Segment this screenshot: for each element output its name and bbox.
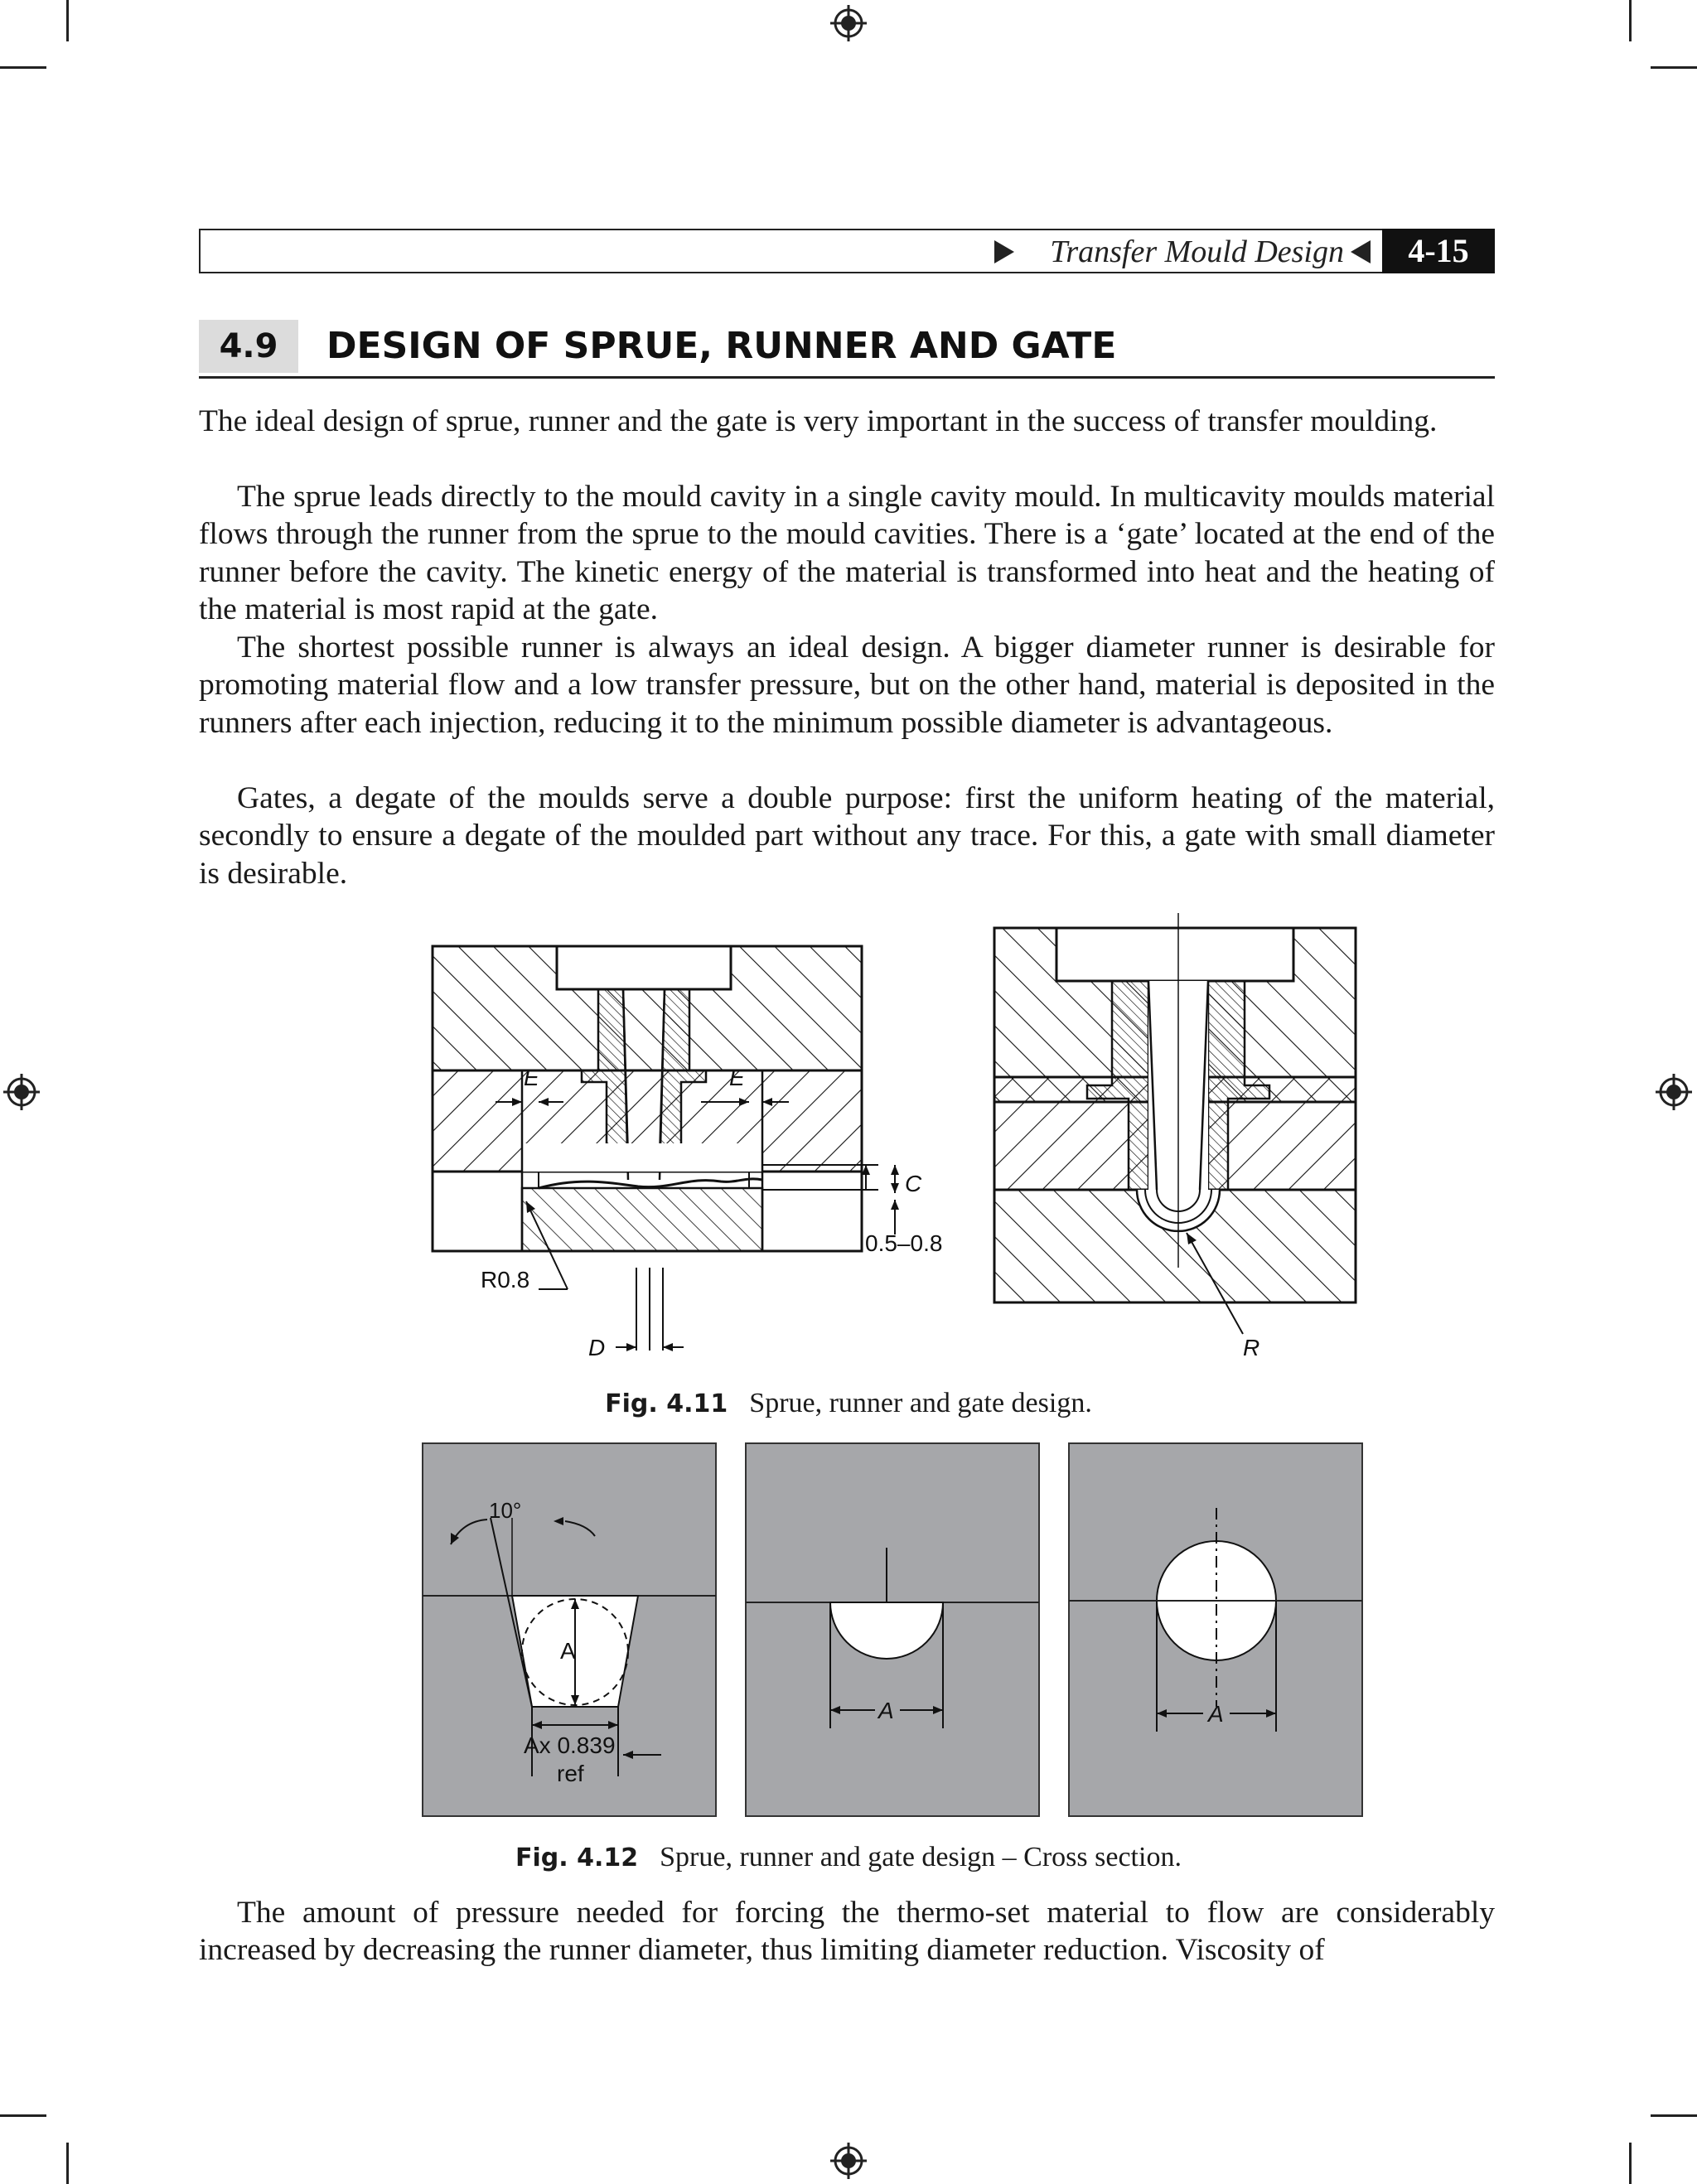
crop-mark [1651, 2114, 1697, 2117]
crop-mark [1651, 66, 1697, 69]
section-title: DESIGN OF SPRUE, RUNNER AND GATE [326, 325, 1117, 367]
figure-4-12-label: Fig. 4.12 [515, 1843, 639, 1872]
paragraph-3: The shortest possible runner is always an ideal design. A bigger diameter runner is desirable for promoting material flow and a low transfer pressure, but on the other hand, material is deposited in the runners after each injection, reducing it to the minimum possible diameter is advantageous. [199, 631, 1495, 740]
closing-paragraph: The amount of pressure needed for forcing the thermo-set material to flow are considerably increased by decreasing the runner diameter, thus limiting diameter reduction. Viscosity of [199, 1896, 1495, 1968]
paragraph-2: The sprue leads directly to the mould cavity in a single cavity mould. In multicavity moulds material flows through the runner from the sprue to the mould cavities. There is a ‘gate’ located at the end of the runner before the cavity. The kinetic energy of the material is transformed into heat and the heating of the material is most rapid at the gate. [199, 480, 1495, 627]
left-section-view [433, 946, 942, 1360]
paragraph-1: The ideal design of sprue, runner and the gate is very important in the success of transfer moulding. [199, 404, 1438, 438]
crop-mark [1629, 2143, 1632, 2184]
cross-section-trapezoidal [423, 1443, 716, 1816]
label-a-panel2: A [878, 1698, 894, 1723]
label-d: D [588, 1335, 606, 1360]
running-header [199, 229, 1495, 273]
label-r08: R0.8 [481, 1267, 530, 1293]
label-tolerance: 0.5–0.8 [865, 1230, 943, 1256]
label-ref: ref [557, 1761, 584, 1786]
label-a-panel3: A [1208, 1701, 1224, 1727]
page-number: 4-15 [1382, 229, 1495, 273]
registration-mark-icon [830, 2143, 867, 2179]
figure-4-12-caption [0, 1841, 1697, 1875]
running-title: Transfer Mould Design [1050, 234, 1344, 269]
paragraph-4: Gates, a degate of the moulds serve a double purpose: first the uniform heating of the material, secondly to ensure a degate of the moulded part without any trace. For this, a gate with small diameter is desirable. [199, 781, 1495, 891]
crop-mark [66, 0, 69, 41]
registration-mark-icon [830, 5, 867, 41]
label-e-right: E [729, 1065, 745, 1090]
cross-section-full-round [1069, 1443, 1362, 1816]
figure-4-11-drawing [414, 903, 1392, 1367]
triangle-right-icon [993, 239, 1016, 265]
right-section-view [994, 913, 1356, 1360]
cross-section-half-round [746, 1443, 1039, 1816]
label-r: R [1243, 1335, 1260, 1360]
figure-4-12-drawing [421, 1442, 1374, 1819]
label-c: C [905, 1171, 922, 1196]
label-ax: Ax 0.839 [524, 1732, 616, 1758]
registration-mark-icon [3, 1074, 40, 1110]
crop-mark [0, 2114, 46, 2117]
figure-4-11-caption-text: Sprue, runner and gate design. [749, 1388, 1092, 1418]
figure-4-12-caption-text: Sprue, runner and gate design – Cross section. [660, 1842, 1182, 1872]
figure-4-11-caption [0, 1387, 1697, 1421]
section-rule [199, 376, 1495, 379]
section-number: 4.9 [199, 320, 298, 373]
triangle-left-icon [1349, 239, 1372, 265]
label-e-left: E [524, 1065, 539, 1090]
crop-mark [0, 66, 46, 69]
registration-mark-icon [1656, 1074, 1692, 1110]
label-angle: 10° [489, 1498, 522, 1523]
crop-mark [66, 2143, 69, 2184]
figure-4-11-label: Fig. 4.11 [605, 1389, 728, 1418]
crop-mark [1629, 0, 1632, 41]
label-a-panel1: A [560, 1638, 576, 1664]
